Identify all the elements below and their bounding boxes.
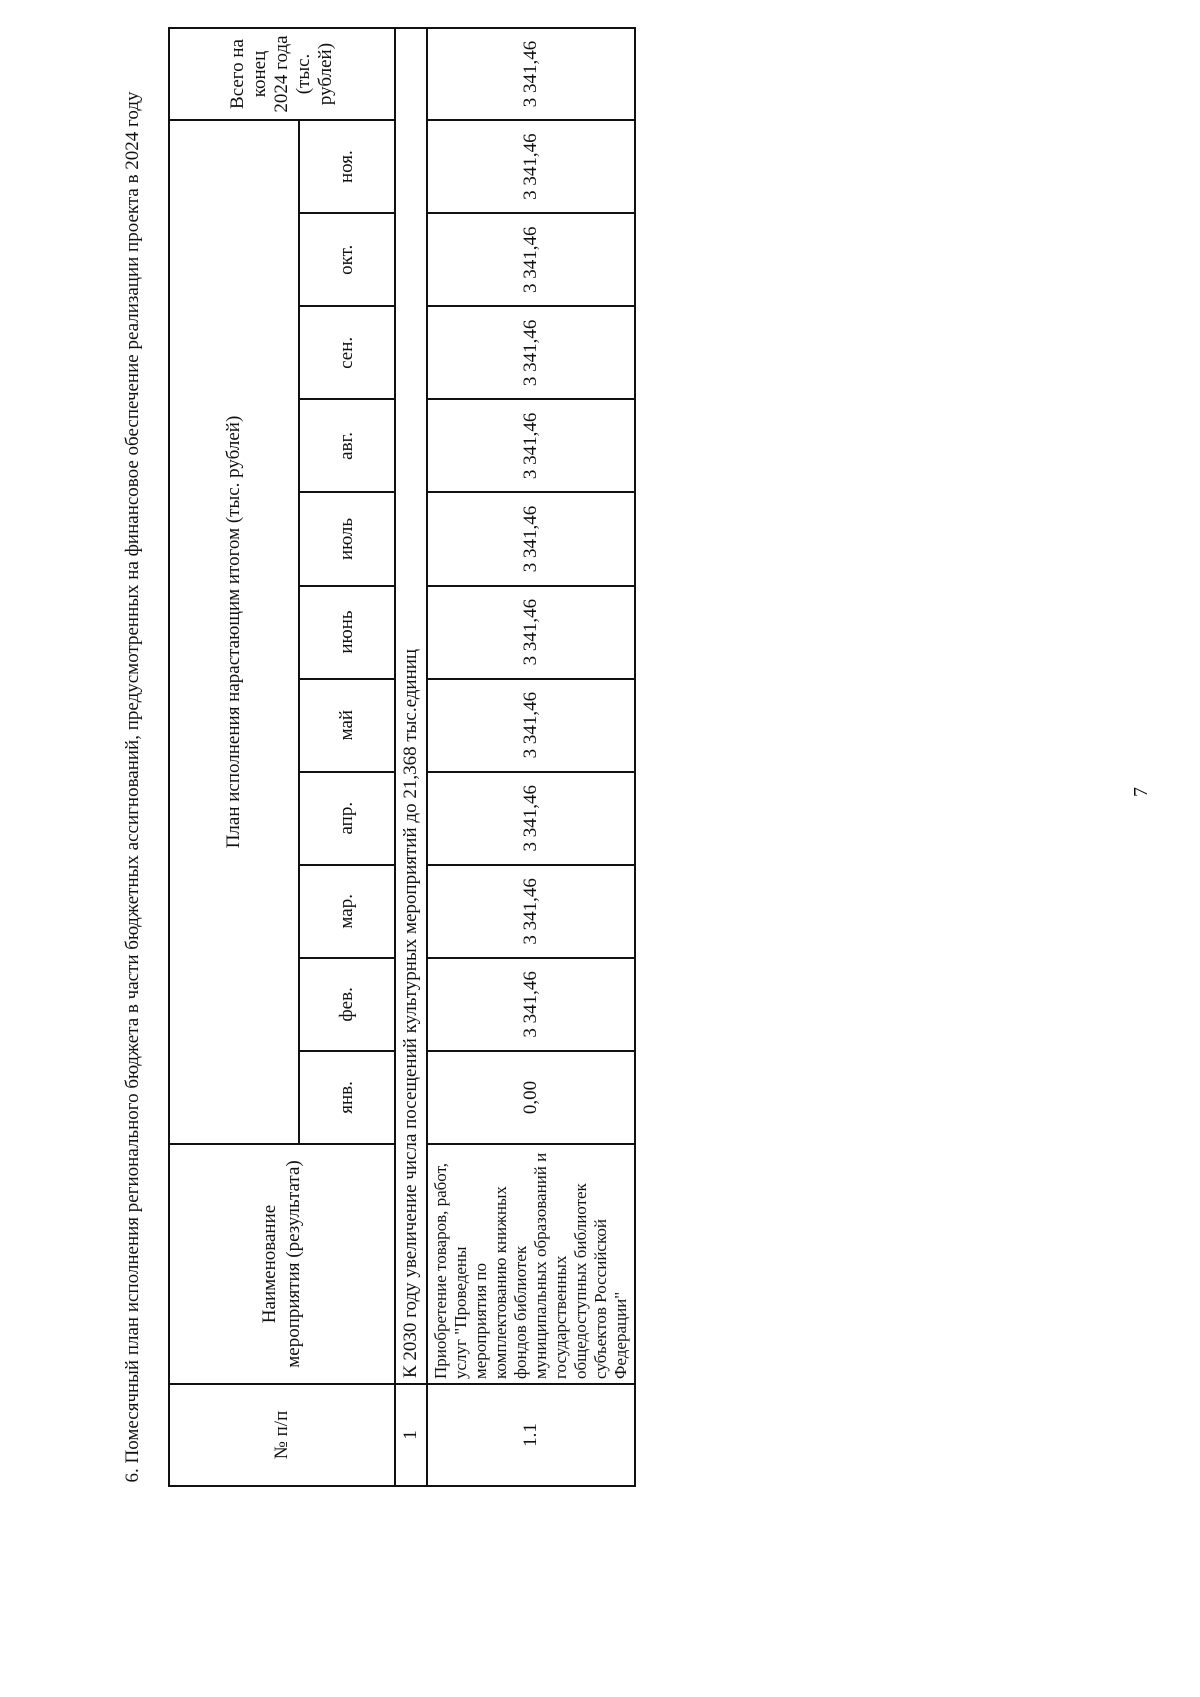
table-row [427, 28, 635, 1486]
item-value-cell: 3 341,46 [427, 958, 635, 1051]
header-month: янв. [299, 1051, 395, 1144]
header-month: авг. [299, 399, 395, 492]
header-month: сен. [299, 306, 395, 399]
item-value-cell: 3 341,46 [427, 679, 635, 772]
item-value-cell: 3 341,46 [427, 865, 635, 958]
item-value-cell: 3 341,46 [427, 492, 635, 585]
budget-plan-table [168, 27, 636, 1487]
table-row [395, 28, 427, 1486]
header-month: ноя. [299, 120, 395, 213]
page-number: 7 [1130, 787, 1152, 797]
item-value-cell: 3 341,46 [427, 399, 635, 492]
header-month: июнь [299, 586, 395, 679]
item-value-cell: 3 341,46 [427, 213, 635, 306]
item-value-cell: 3 341,46 [427, 120, 635, 213]
table-caption: 6. Помесячный план исполнения регионального бюджета в части бюджетных ассигнований, предусмотренных на финансовое обеспечение реализации проекта в 2024 году [122, 91, 143, 1483]
header-month: июль [299, 492, 395, 585]
header-month: фев. [299, 958, 395, 1051]
header-month: апр. [299, 772, 395, 865]
header-month: окт. [299, 213, 395, 306]
group-title: К 2030 году увеличение числа посещений культурных мероприятий до 21,368 тыс.единиц [395, 28, 427, 1384]
header-event-name: Наименование мероприятия (результата) [169, 1144, 395, 1384]
item-value-cell: 3 341,46 [427, 772, 635, 865]
header-plan: План исполнения нарастающим итогом (тыс. рублей) [169, 120, 299, 1144]
header-total: Всего на конец 2024 года (тыс. рублей) [169, 28, 395, 120]
item-value-cell: 0,00 [427, 1051, 635, 1144]
item-name: Приобретение товаров, работ, услуг "Проведены мероприятия по комплектованию книжных фондов библиотек муниципальных образований и государственных общедоступных библиотек субъектов Российской Федерации" [427, 1144, 635, 1384]
header-month: май [299, 679, 395, 772]
item-value-cell: 3 341,46 [427, 586, 635, 679]
item-value-cell: 3 341,46 [427, 306, 635, 399]
item-number: 1.1 [427, 1384, 635, 1486]
header-number: № п/п [169, 1384, 395, 1486]
item-total-cell: 3 341,46 [427, 28, 635, 120]
group-number: 1 [395, 1384, 427, 1486]
header-month: мар. [299, 865, 395, 958]
